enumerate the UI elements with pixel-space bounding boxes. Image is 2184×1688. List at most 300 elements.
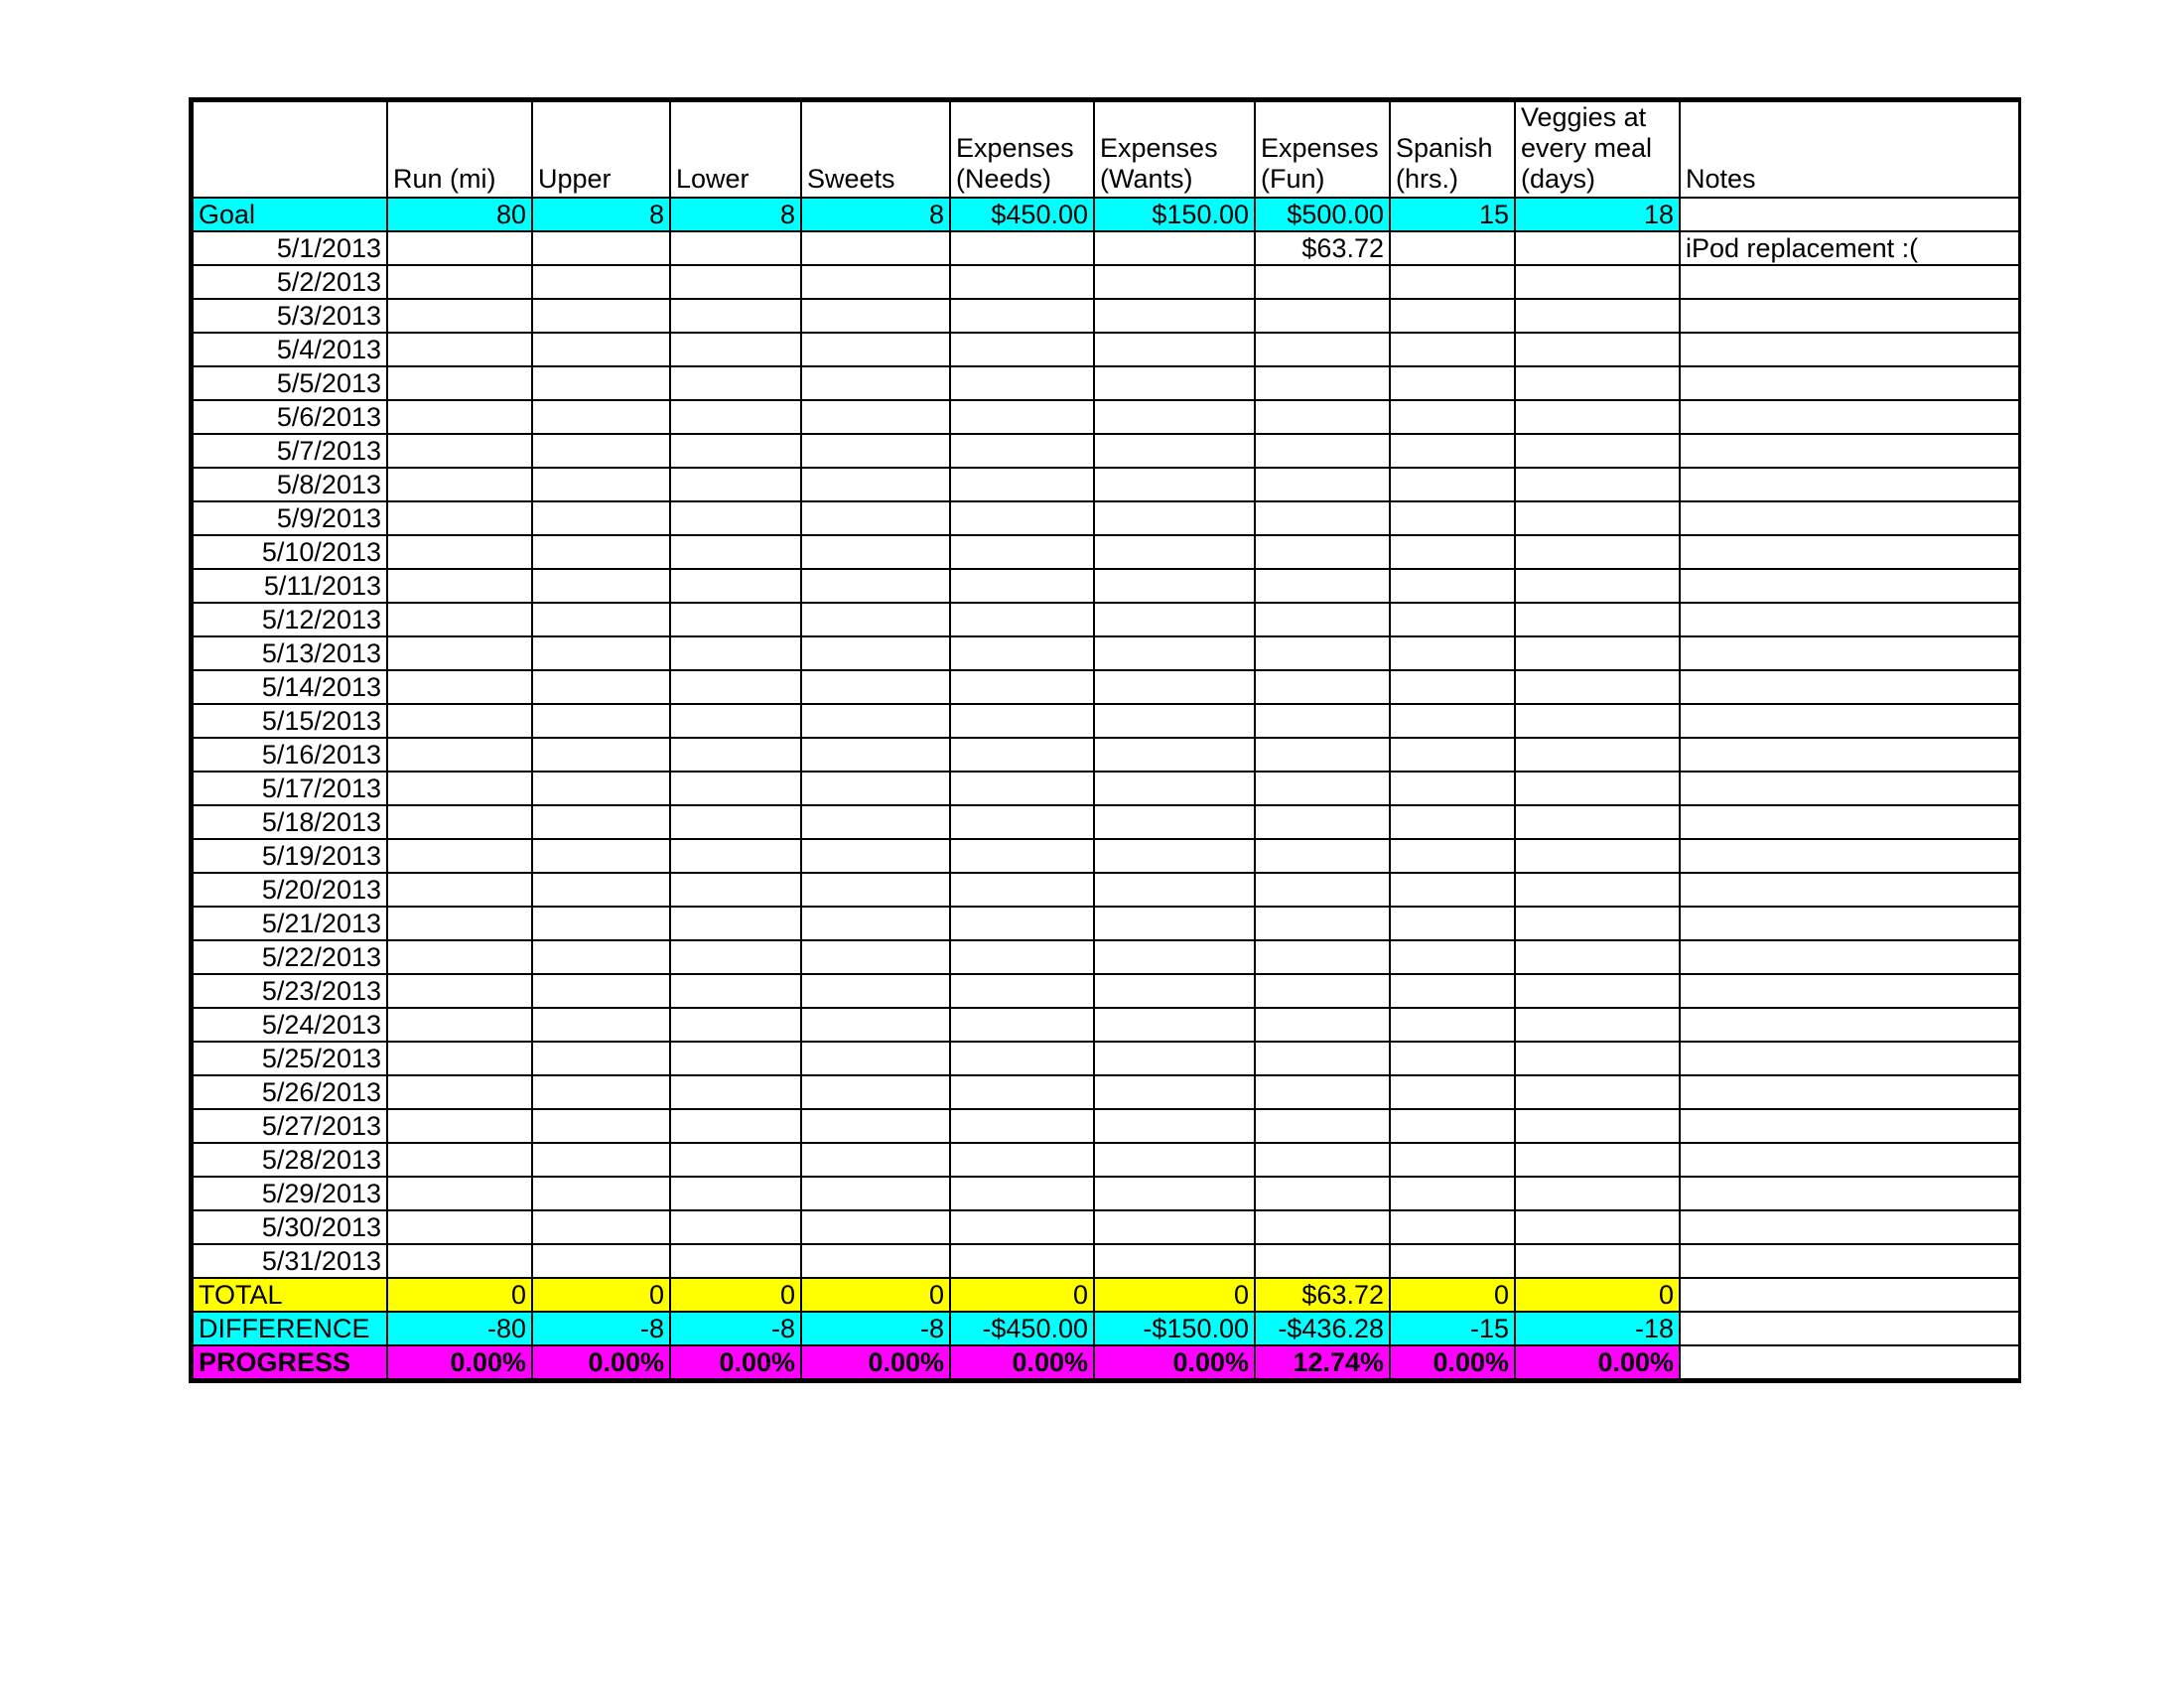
data-cell[interactable] bbox=[1390, 940, 1515, 974]
data-cell[interactable] bbox=[950, 907, 1094, 940]
date-cell[interactable]: 5/21/2013 bbox=[193, 907, 387, 940]
expenses-fun-cell[interactable] bbox=[1255, 1042, 1390, 1075]
data-cell[interactable] bbox=[801, 434, 950, 468]
data-cell[interactable] bbox=[1094, 1143, 1255, 1177]
expenses-fun-cell[interactable] bbox=[1255, 1143, 1390, 1177]
expenses-fun-cell[interactable]: $63.72 bbox=[1255, 231, 1390, 265]
data-cell[interactable] bbox=[950, 636, 1094, 670]
date-cell[interactable]: 5/8/2013 bbox=[193, 468, 387, 501]
data-cell[interactable] bbox=[1515, 1177, 1680, 1210]
notes-cell[interactable] bbox=[1680, 636, 2019, 670]
data-cell[interactable] bbox=[801, 1244, 950, 1278]
progress-cell[interactable]: 0.00% bbox=[801, 1345, 950, 1379]
data-cell[interactable] bbox=[801, 468, 950, 501]
data-cell[interactable] bbox=[1515, 873, 1680, 907]
data-cell[interactable] bbox=[387, 907, 532, 940]
difference-cell[interactable]: -$450.00 bbox=[950, 1312, 1094, 1345]
data-cell[interactable] bbox=[1390, 366, 1515, 400]
total-cell[interactable]: 0 bbox=[387, 1278, 532, 1312]
data-cell[interactable] bbox=[1515, 501, 1680, 535]
goal-cell[interactable]: $150.00 bbox=[1094, 198, 1255, 231]
notes-cell[interactable] bbox=[1680, 839, 2019, 873]
data-cell[interactable] bbox=[950, 873, 1094, 907]
expenses-fun-cell[interactable] bbox=[1255, 468, 1390, 501]
total-cell[interactable]: 0 bbox=[1515, 1278, 1680, 1312]
data-cell[interactable] bbox=[1515, 738, 1680, 772]
data-cell[interactable] bbox=[670, 636, 801, 670]
data-cell[interactable] bbox=[950, 1042, 1094, 1075]
data-cell[interactable] bbox=[1390, 1042, 1515, 1075]
data-cell[interactable] bbox=[387, 231, 532, 265]
expenses-fun-cell[interactable] bbox=[1255, 1075, 1390, 1109]
date-cell[interactable]: 5/23/2013 bbox=[193, 974, 387, 1008]
notes-cell[interactable] bbox=[1680, 805, 2019, 839]
data-cell[interactable] bbox=[670, 231, 801, 265]
data-cell[interactable] bbox=[532, 468, 670, 501]
data-cell[interactable] bbox=[1515, 670, 1680, 704]
data-cell[interactable] bbox=[1515, 468, 1680, 501]
progress-cell[interactable]: 0.00% bbox=[1390, 1345, 1515, 1379]
date-cell[interactable]: 5/22/2013 bbox=[193, 940, 387, 974]
expenses-fun-cell[interactable] bbox=[1255, 940, 1390, 974]
data-cell[interactable] bbox=[1094, 1109, 1255, 1143]
data-cell[interactable] bbox=[950, 468, 1094, 501]
total-cell[interactable]: 0 bbox=[670, 1278, 801, 1312]
notes-cell[interactable] bbox=[1680, 265, 2019, 299]
notes-cell[interactable] bbox=[1680, 501, 2019, 535]
date-cell[interactable]: 5/14/2013 bbox=[193, 670, 387, 704]
data-cell[interactable] bbox=[532, 400, 670, 434]
data-cell[interactable] bbox=[670, 468, 801, 501]
data-cell[interactable] bbox=[1390, 333, 1515, 366]
data-cell[interactable] bbox=[670, 535, 801, 569]
data-cell[interactable] bbox=[950, 333, 1094, 366]
data-cell[interactable] bbox=[801, 501, 950, 535]
data-cell[interactable] bbox=[1515, 1109, 1680, 1143]
difference-cell[interactable]: -80 bbox=[387, 1312, 532, 1345]
expenses-fun-cell[interactable] bbox=[1255, 636, 1390, 670]
data-cell[interactable] bbox=[801, 603, 950, 636]
data-cell[interactable] bbox=[670, 1177, 801, 1210]
data-cell[interactable] bbox=[670, 738, 801, 772]
data-cell[interactable] bbox=[1515, 231, 1680, 265]
date-cell[interactable]: 5/24/2013 bbox=[193, 1008, 387, 1042]
data-cell[interactable] bbox=[1515, 333, 1680, 366]
data-cell[interactable] bbox=[1390, 772, 1515, 805]
data-cell[interactable] bbox=[1094, 772, 1255, 805]
data-cell[interactable] bbox=[1390, 873, 1515, 907]
notes-cell[interactable] bbox=[1680, 873, 2019, 907]
data-cell[interactable] bbox=[1390, 468, 1515, 501]
data-cell[interactable] bbox=[387, 468, 532, 501]
data-cell[interactable] bbox=[1390, 231, 1515, 265]
data-cell[interactable] bbox=[1094, 907, 1255, 940]
data-cell[interactable] bbox=[1515, 434, 1680, 468]
notes-cell[interactable] bbox=[1680, 366, 2019, 400]
progress-cell[interactable] bbox=[1680, 1345, 2019, 1379]
data-cell[interactable] bbox=[387, 1008, 532, 1042]
data-cell[interactable] bbox=[801, 1210, 950, 1244]
notes-cell[interactable] bbox=[1680, 974, 2019, 1008]
data-cell[interactable] bbox=[1390, 1109, 1515, 1143]
notes-cell[interactable] bbox=[1680, 1244, 2019, 1278]
data-cell[interactable] bbox=[950, 501, 1094, 535]
data-cell[interactable] bbox=[1094, 974, 1255, 1008]
data-cell[interactable] bbox=[1390, 805, 1515, 839]
data-cell[interactable] bbox=[1094, 805, 1255, 839]
total-cell[interactable]: TOTAL bbox=[193, 1278, 387, 1312]
data-cell[interactable] bbox=[950, 1177, 1094, 1210]
difference-cell[interactable] bbox=[1680, 1312, 2019, 1345]
data-cell[interactable] bbox=[532, 569, 670, 603]
data-cell[interactable] bbox=[387, 805, 532, 839]
date-cell[interactable]: 5/30/2013 bbox=[193, 1210, 387, 1244]
data-cell[interactable] bbox=[1515, 603, 1680, 636]
date-cell[interactable]: 5/10/2013 bbox=[193, 535, 387, 569]
data-cell[interactable] bbox=[532, 434, 670, 468]
total-cell[interactable]: 0 bbox=[950, 1278, 1094, 1312]
difference-cell[interactable]: -8 bbox=[801, 1312, 950, 1345]
data-cell[interactable] bbox=[532, 366, 670, 400]
date-cell[interactable]: 5/25/2013 bbox=[193, 1042, 387, 1075]
data-cell[interactable] bbox=[387, 1075, 532, 1109]
total-cell[interactable] bbox=[1680, 1278, 2019, 1312]
data-cell[interactable] bbox=[532, 603, 670, 636]
data-cell[interactable] bbox=[801, 738, 950, 772]
data-cell[interactable] bbox=[1390, 501, 1515, 535]
date-cell[interactable]: 5/18/2013 bbox=[193, 805, 387, 839]
notes-cell[interactable] bbox=[1680, 1109, 2019, 1143]
expenses-fun-cell[interactable] bbox=[1255, 907, 1390, 940]
expenses-fun-cell[interactable] bbox=[1255, 1177, 1390, 1210]
date-cell[interactable]: 5/9/2013 bbox=[193, 501, 387, 535]
data-cell[interactable] bbox=[1094, 670, 1255, 704]
data-cell[interactable] bbox=[950, 805, 1094, 839]
date-cell[interactable]: 5/26/2013 bbox=[193, 1075, 387, 1109]
notes-cell[interactable] bbox=[1680, 772, 2019, 805]
notes-cell[interactable] bbox=[1680, 670, 2019, 704]
data-cell[interactable] bbox=[1094, 231, 1255, 265]
notes-cell[interactable] bbox=[1680, 1210, 2019, 1244]
date-cell[interactable]: 5/2/2013 bbox=[193, 265, 387, 299]
data-cell[interactable] bbox=[1094, 873, 1255, 907]
data-cell[interactable] bbox=[1390, 1177, 1515, 1210]
date-cell[interactable]: 5/31/2013 bbox=[193, 1244, 387, 1278]
data-cell[interactable] bbox=[1515, 1042, 1680, 1075]
expenses-fun-cell[interactable] bbox=[1255, 366, 1390, 400]
expenses-fun-cell[interactable] bbox=[1255, 434, 1390, 468]
data-cell[interactable] bbox=[670, 772, 801, 805]
expenses-fun-cell[interactable] bbox=[1255, 839, 1390, 873]
data-cell[interactable] bbox=[532, 1210, 670, 1244]
progress-cell[interactable]: PROGRESS bbox=[193, 1345, 387, 1379]
data-cell[interactable] bbox=[950, 569, 1094, 603]
data-cell[interactable] bbox=[1094, 738, 1255, 772]
data-cell[interactable] bbox=[532, 333, 670, 366]
data-cell[interactable] bbox=[1390, 1244, 1515, 1278]
notes-cell[interactable] bbox=[1680, 738, 2019, 772]
data-cell[interactable] bbox=[801, 535, 950, 569]
data-cell[interactable] bbox=[387, 400, 532, 434]
data-cell[interactable] bbox=[387, 670, 532, 704]
data-cell[interactable] bbox=[1094, 1210, 1255, 1244]
data-cell[interactable] bbox=[950, 839, 1094, 873]
expenses-fun-cell[interactable] bbox=[1255, 873, 1390, 907]
data-cell[interactable] bbox=[1094, 501, 1255, 535]
data-cell[interactable] bbox=[1515, 299, 1680, 333]
data-cell[interactable] bbox=[1094, 1177, 1255, 1210]
date-cell[interactable]: 5/4/2013 bbox=[193, 333, 387, 366]
data-cell[interactable] bbox=[532, 1177, 670, 1210]
notes-cell[interactable] bbox=[1680, 704, 2019, 738]
data-cell[interactable] bbox=[387, 265, 532, 299]
difference-cell[interactable]: -8 bbox=[532, 1312, 670, 1345]
data-cell[interactable] bbox=[1515, 569, 1680, 603]
goal-cell[interactable]: Goal bbox=[193, 198, 387, 231]
data-cell[interactable] bbox=[1515, 1075, 1680, 1109]
data-cell[interactable] bbox=[1094, 434, 1255, 468]
data-cell[interactable] bbox=[532, 1244, 670, 1278]
total-cell[interactable]: 0 bbox=[532, 1278, 670, 1312]
data-cell[interactable] bbox=[670, 1244, 801, 1278]
expenses-fun-cell[interactable] bbox=[1255, 670, 1390, 704]
data-cell[interactable] bbox=[801, 1177, 950, 1210]
data-cell[interactable] bbox=[950, 704, 1094, 738]
data-cell[interactable] bbox=[801, 265, 950, 299]
data-cell[interactable] bbox=[1390, 636, 1515, 670]
data-cell[interactable] bbox=[950, 738, 1094, 772]
data-cell[interactable] bbox=[670, 670, 801, 704]
data-cell[interactable] bbox=[801, 839, 950, 873]
date-cell[interactable]: 5/7/2013 bbox=[193, 434, 387, 468]
data-cell[interactable] bbox=[1390, 670, 1515, 704]
expenses-fun-cell[interactable] bbox=[1255, 704, 1390, 738]
data-cell[interactable] bbox=[1094, 1042, 1255, 1075]
notes-cell[interactable] bbox=[1680, 400, 2019, 434]
notes-cell[interactable] bbox=[1680, 535, 2019, 569]
date-cell[interactable]: 5/29/2013 bbox=[193, 1177, 387, 1210]
data-cell[interactable] bbox=[801, 1109, 950, 1143]
data-cell[interactable] bbox=[670, 1075, 801, 1109]
data-cell[interactable] bbox=[1515, 1143, 1680, 1177]
data-cell[interactable] bbox=[532, 940, 670, 974]
data-cell[interactable] bbox=[950, 1008, 1094, 1042]
data-cell[interactable] bbox=[387, 1143, 532, 1177]
data-cell[interactable] bbox=[1094, 265, 1255, 299]
data-cell[interactable] bbox=[670, 839, 801, 873]
date-cell[interactable]: 5/20/2013 bbox=[193, 873, 387, 907]
notes-cell[interactable] bbox=[1680, 907, 2019, 940]
data-cell[interactable] bbox=[532, 738, 670, 772]
expenses-fun-cell[interactable] bbox=[1255, 1210, 1390, 1244]
data-cell[interactable] bbox=[387, 873, 532, 907]
difference-cell[interactable]: -$436.28 bbox=[1255, 1312, 1390, 1345]
progress-cell[interactable]: 0.00% bbox=[670, 1345, 801, 1379]
data-cell[interactable] bbox=[387, 434, 532, 468]
data-cell[interactable] bbox=[532, 535, 670, 569]
notes-cell[interactable] bbox=[1680, 1008, 2019, 1042]
data-cell[interactable] bbox=[1515, 1008, 1680, 1042]
notes-cell[interactable] bbox=[1680, 1143, 2019, 1177]
data-cell[interactable] bbox=[801, 1075, 950, 1109]
notes-cell[interactable] bbox=[1680, 333, 2019, 366]
data-cell[interactable] bbox=[950, 366, 1094, 400]
data-cell[interactable] bbox=[1515, 400, 1680, 434]
data-cell[interactable] bbox=[1515, 636, 1680, 670]
data-cell[interactable] bbox=[670, 400, 801, 434]
data-cell[interactable] bbox=[670, 1210, 801, 1244]
goal-cell[interactable]: $500.00 bbox=[1255, 198, 1390, 231]
expenses-fun-cell[interactable] bbox=[1255, 265, 1390, 299]
date-cell[interactable]: 5/12/2013 bbox=[193, 603, 387, 636]
progress-cell[interactable]: 0.00% bbox=[532, 1345, 670, 1379]
data-cell[interactable] bbox=[532, 974, 670, 1008]
data-cell[interactable] bbox=[801, 400, 950, 434]
goal-cell[interactable]: $450.00 bbox=[950, 198, 1094, 231]
expenses-fun-cell[interactable] bbox=[1255, 805, 1390, 839]
difference-cell[interactable]: -18 bbox=[1515, 1312, 1680, 1345]
data-cell[interactable] bbox=[670, 1008, 801, 1042]
data-cell[interactable] bbox=[801, 772, 950, 805]
expenses-fun-cell[interactable] bbox=[1255, 772, 1390, 805]
data-cell[interactable] bbox=[1094, 940, 1255, 974]
expenses-fun-cell[interactable] bbox=[1255, 569, 1390, 603]
expenses-fun-cell[interactable] bbox=[1255, 1008, 1390, 1042]
data-cell[interactable] bbox=[532, 1143, 670, 1177]
data-cell[interactable] bbox=[387, 738, 532, 772]
data-cell[interactable] bbox=[801, 907, 950, 940]
difference-cell[interactable]: -8 bbox=[670, 1312, 801, 1345]
notes-cell[interactable] bbox=[1680, 1075, 2019, 1109]
data-cell[interactable] bbox=[670, 1042, 801, 1075]
data-cell[interactable] bbox=[1390, 400, 1515, 434]
date-cell[interactable]: 5/3/2013 bbox=[193, 299, 387, 333]
data-cell[interactable] bbox=[801, 940, 950, 974]
data-cell[interactable] bbox=[801, 1143, 950, 1177]
notes-cell[interactable] bbox=[1680, 299, 2019, 333]
data-cell[interactable] bbox=[387, 333, 532, 366]
data-cell[interactable] bbox=[1094, 636, 1255, 670]
goal-cell[interactable]: 8 bbox=[532, 198, 670, 231]
data-cell[interactable] bbox=[801, 873, 950, 907]
data-cell[interactable] bbox=[950, 772, 1094, 805]
data-cell[interactable] bbox=[1390, 299, 1515, 333]
difference-cell[interactable]: DIFFERENCE bbox=[193, 1312, 387, 1345]
notes-cell[interactable] bbox=[1680, 1042, 2019, 1075]
expenses-fun-cell[interactable] bbox=[1255, 299, 1390, 333]
notes-cell[interactable] bbox=[1680, 434, 2019, 468]
data-cell[interactable] bbox=[801, 366, 950, 400]
data-cell[interactable] bbox=[1094, 704, 1255, 738]
data-cell[interactable] bbox=[670, 501, 801, 535]
data-cell[interactable] bbox=[670, 1143, 801, 1177]
data-cell[interactable] bbox=[1390, 974, 1515, 1008]
data-cell[interactable] bbox=[670, 805, 801, 839]
goal-cell[interactable]: 8 bbox=[801, 198, 950, 231]
data-cell[interactable] bbox=[532, 1042, 670, 1075]
data-cell[interactable] bbox=[1094, 535, 1255, 569]
data-cell[interactable] bbox=[387, 1177, 532, 1210]
data-cell[interactable] bbox=[387, 704, 532, 738]
date-cell[interactable]: 5/19/2013 bbox=[193, 839, 387, 873]
data-cell[interactable] bbox=[1515, 805, 1680, 839]
data-cell[interactable] bbox=[1094, 366, 1255, 400]
data-cell[interactable] bbox=[950, 231, 1094, 265]
data-cell[interactable] bbox=[387, 839, 532, 873]
data-cell[interactable] bbox=[532, 231, 670, 265]
data-cell[interactable] bbox=[532, 839, 670, 873]
data-cell[interactable] bbox=[670, 907, 801, 940]
data-cell[interactable] bbox=[387, 603, 532, 636]
data-cell[interactable] bbox=[1515, 940, 1680, 974]
difference-cell[interactable]: -15 bbox=[1390, 1312, 1515, 1345]
data-cell[interactable] bbox=[532, 299, 670, 333]
data-cell[interactable] bbox=[1515, 907, 1680, 940]
data-cell[interactable] bbox=[387, 772, 532, 805]
data-cell[interactable] bbox=[387, 569, 532, 603]
data-cell[interactable] bbox=[950, 670, 1094, 704]
data-cell[interactable] bbox=[950, 940, 1094, 974]
data-cell[interactable] bbox=[1390, 907, 1515, 940]
data-cell[interactable] bbox=[532, 873, 670, 907]
date-cell[interactable]: 5/11/2013 bbox=[193, 569, 387, 603]
data-cell[interactable] bbox=[532, 704, 670, 738]
data-cell[interactable] bbox=[670, 603, 801, 636]
data-cell[interactable] bbox=[670, 265, 801, 299]
data-cell[interactable] bbox=[387, 1210, 532, 1244]
date-cell[interactable]: 5/5/2013 bbox=[193, 366, 387, 400]
data-cell[interactable] bbox=[1515, 366, 1680, 400]
data-cell[interactable] bbox=[1390, 738, 1515, 772]
date-cell[interactable]: 5/28/2013 bbox=[193, 1143, 387, 1177]
data-cell[interactable] bbox=[1390, 1210, 1515, 1244]
difference-cell[interactable]: -$150.00 bbox=[1094, 1312, 1255, 1345]
data-cell[interactable] bbox=[1390, 704, 1515, 738]
data-cell[interactable] bbox=[532, 636, 670, 670]
data-cell[interactable] bbox=[532, 907, 670, 940]
goal-cell[interactable]: 15 bbox=[1390, 198, 1515, 231]
data-cell[interactable] bbox=[801, 704, 950, 738]
data-cell[interactable] bbox=[801, 636, 950, 670]
data-cell[interactable] bbox=[387, 535, 532, 569]
data-cell[interactable] bbox=[950, 299, 1094, 333]
progress-cell[interactable]: 0.00% bbox=[1515, 1345, 1680, 1379]
progress-cell[interactable]: 0.00% bbox=[387, 1345, 532, 1379]
goal-cell[interactable]: 80 bbox=[387, 198, 532, 231]
data-cell[interactable] bbox=[801, 299, 950, 333]
data-cell[interactable] bbox=[1515, 974, 1680, 1008]
data-cell[interactable] bbox=[387, 501, 532, 535]
date-cell[interactable]: 5/15/2013 bbox=[193, 704, 387, 738]
data-cell[interactable] bbox=[670, 333, 801, 366]
expenses-fun-cell[interactable] bbox=[1255, 400, 1390, 434]
notes-cell[interactable] bbox=[1680, 603, 2019, 636]
total-cell[interactable]: $63.72 bbox=[1255, 1278, 1390, 1312]
data-cell[interactable] bbox=[387, 299, 532, 333]
date-cell[interactable]: 5/13/2013 bbox=[193, 636, 387, 670]
data-cell[interactable] bbox=[670, 434, 801, 468]
data-cell[interactable] bbox=[670, 704, 801, 738]
notes-cell[interactable] bbox=[1680, 1177, 2019, 1210]
data-cell[interactable] bbox=[670, 1109, 801, 1143]
data-cell[interactable] bbox=[387, 974, 532, 1008]
data-cell[interactable] bbox=[1515, 839, 1680, 873]
data-cell[interactable] bbox=[1515, 535, 1680, 569]
data-cell[interactable] bbox=[1094, 299, 1255, 333]
data-cell[interactable] bbox=[387, 1042, 532, 1075]
data-cell[interactable] bbox=[532, 1075, 670, 1109]
date-cell[interactable]: 5/16/2013 bbox=[193, 738, 387, 772]
